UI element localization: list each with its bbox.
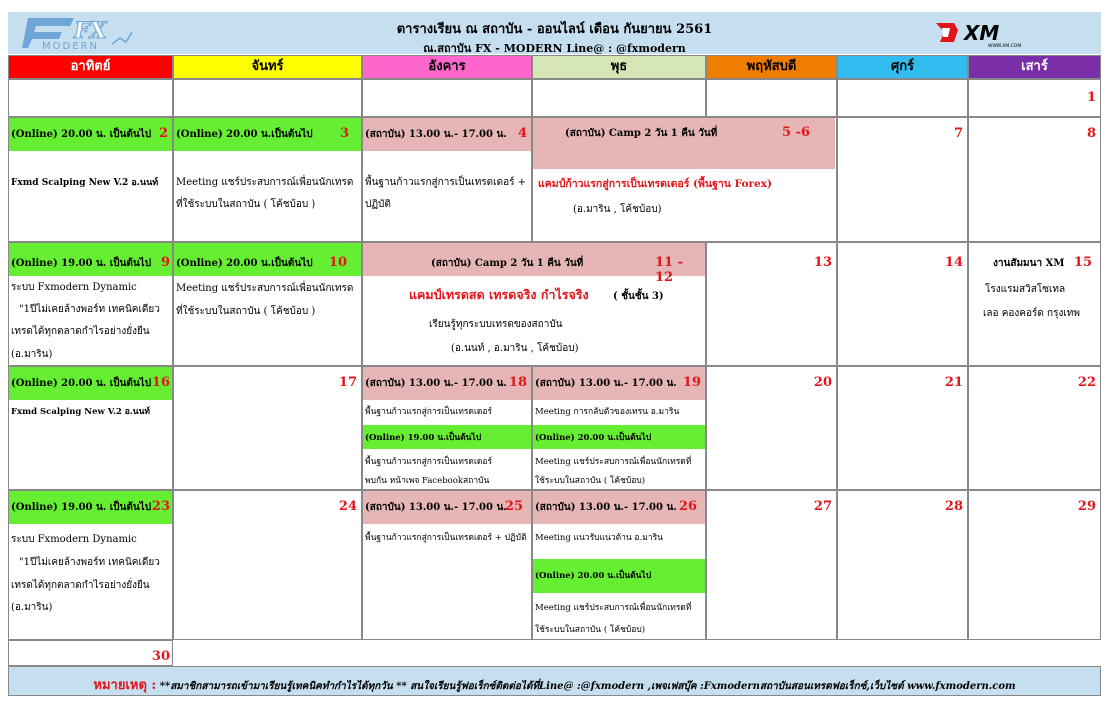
- session-band-camp: [533, 118, 706, 169]
- calendar-cell-day-18: [362, 366, 532, 490]
- session-instructor: (อ.มาริน): [11, 349, 53, 360]
- day-number: 26: [678, 499, 697, 514]
- session-topic: พบกัน หน้าเพจ Facebookสถาบัน: [365, 476, 490, 486]
- footer-label: หมายเหตุ :: [93, 678, 157, 693]
- calendar-cell-empty: [8, 79, 173, 117]
- day-header-sunday: อาทิตย์: [8, 55, 173, 79]
- event-title: งานสัมมนา XM: [993, 258, 1065, 269]
- day-number: 9: [160, 255, 170, 270]
- day-number: 10: [328, 255, 347, 270]
- calendar-cell-day-10: [173, 242, 362, 366]
- svg-text:MODERN: MODERN: [42, 41, 99, 52]
- session-topic: Meeting แชร์ประสบการณ์เพื่อนนักเทรด: [176, 177, 354, 188]
- camp-title: (สถาบัน) Camp 2 วัน 1 คืน วันที่: [565, 128, 718, 139]
- day-number: 16: [151, 375, 170, 390]
- session-topic: ปฏิบัติ: [365, 199, 391, 210]
- calendar-cell-day-9: [8, 242, 173, 366]
- session-topic: Meeting แชร์ประสบการณ์เพื่อนนักเทรดที่: [535, 457, 692, 467]
- day-number: 18: [508, 375, 527, 390]
- calendar-cell-day-21: [837, 366, 968, 490]
- camp-title: (สถาบัน) Camp 2 วัน 1 คืน วันที่: [431, 258, 584, 269]
- day-number: 22: [1077, 375, 1096, 390]
- session-time: (Online) 20.00 น.เป็นต้นไป: [535, 571, 652, 581]
- calendar-cell-day-22: [968, 366, 1101, 490]
- session-topic: Meeting แชร์ประสบการณ์เพื่อนนักเทรดที่: [535, 603, 692, 613]
- calendar-cell-day-25: [362, 490, 532, 640]
- calendar-cell-day-26: [532, 490, 706, 640]
- event-venue: เลอ คองคอร์ด กรุงเทพ: [983, 308, 1080, 319]
- day-number: 11 - 12: [655, 255, 684, 285]
- day-number: 29: [1077, 499, 1096, 514]
- header-banner: [8, 12, 1101, 54]
- calendar-cell-day-3: [173, 117, 362, 242]
- calendar-cell-day-4: [362, 117, 532, 242]
- day-number: 5 -6: [782, 125, 811, 140]
- calendar-cell-day-24: [173, 490, 362, 640]
- calendar-cell-empty: [706, 79, 837, 117]
- session-topic: ใช้ระบบในสถาบัน ( โค้ชบ้อบ): [535, 476, 646, 486]
- calendar-cell-day-7: [837, 117, 968, 242]
- xm-logo: [934, 20, 1024, 48]
- footer-text: [9, 674, 1100, 695]
- day-number: 4: [517, 126, 527, 141]
- session-topic: ใช้ระบบในสถาบัน ( โค้ชบ้อบ): [535, 625, 646, 635]
- day-header-saturday: เสาร์: [968, 55, 1101, 79]
- day-number: 21: [944, 375, 963, 390]
- event-venue: โรงแรมสวิสโซเทล: [985, 284, 1066, 295]
- session-time: (Online) 20.00 น.เป็นต้นไป: [176, 258, 313, 269]
- calendar-cell-day-13: [706, 242, 837, 366]
- page-subtitle: ณ.สถาบัน FX - MODERN Line@ : @fxmodern: [423, 42, 686, 55]
- svg-text:XM: XM: [964, 21, 1000, 45]
- day-header-tuesday: อังคาร: [362, 55, 532, 79]
- calendar-cell-day-15: [968, 242, 1101, 366]
- session-time: (Online) 19.00 น.เป็นต้นไป: [365, 433, 482, 443]
- session-time: (Online) 19.00 น. เป็นต้นไป: [11, 258, 152, 269]
- session-time: (สถาบัน) 13.00 น.- 17.00 น.: [365, 129, 507, 140]
- day-number: 8: [1086, 126, 1096, 141]
- calendar-cell-day-17: [173, 366, 362, 490]
- session-time: (สถาบัน) 13.00 น.- 17.00 น.: [535, 378, 677, 389]
- day-number: 30: [151, 649, 170, 664]
- session-time: (Online) 20.00 น.เป็นต้นไป: [176, 129, 313, 140]
- calendar-cell-day-8: [968, 117, 1101, 242]
- session-topic: เทรดได้ทุกตลาดกำไรอย่างยั่งยืน: [11, 326, 150, 337]
- day-number: 13: [813, 255, 832, 270]
- session-topic: เทรดได้ทุกตลาดกำไรอย่างยั่งยืน: [11, 580, 150, 591]
- day-number: 14: [944, 255, 963, 270]
- session-topic: พื้นฐานก้าวแรกสู่การเป็นเทรดเดอร์ + ปฏิบัติ: [365, 533, 527, 543]
- session-topic: "1ปีไม่เคยล้างพอร์ท เทคนิคเดียว: [19, 304, 160, 315]
- session-topic: Fxmd Scalping New V.2 อ.นนท์: [11, 178, 159, 188]
- calendar-cell-empty: [173, 79, 362, 117]
- session-time: (สถาบัน) 13.00 น.- 17.00 น.: [365, 502, 507, 513]
- calendar-cell-empty: [532, 79, 706, 117]
- day-number: 27: [813, 499, 832, 514]
- session-time: (Online) 20.00 น. เป็นต้นไป: [11, 378, 152, 389]
- session-time: (สถาบัน) 13.00 น.- 17.00 น.: [365, 378, 507, 389]
- session-instructor: (อ.มาริน): [11, 602, 53, 613]
- calendar-cell-camp-11-12: [362, 242, 706, 366]
- calendar-cell-day-14: [837, 242, 968, 366]
- session-topic: ระบบ Fxmodern Dynamic: [11, 282, 137, 293]
- session-topic: ระบบ Fxmodern Dynamic: [11, 534, 137, 545]
- camp-instructors: (อ.มาริน , โค้ชบ้อบ): [573, 204, 662, 215]
- camp-topic: แคมป์ก้าวแรกสู่การเป็นเทรดเดอร์ (พื้นฐาน Forex): [538, 178, 772, 190]
- calendar-cell-day-30: [8, 640, 173, 666]
- day-number: 20: [813, 375, 832, 390]
- calendar-cell-day-1: [968, 79, 1101, 117]
- camp-topic: เรียนรู้ทุกระบบเทรดของสถาบัน: [429, 319, 563, 330]
- session-topic: Meeting การกลับตัวของเทรน อ.มาริน: [535, 407, 680, 417]
- footer-body: **สมาชิกสามารถเข้ามาเรียนรู้เทคนิคทำกำไรได้ทุกวัน ** สนใจเรียนรู้ฟอเร็กซ์ติดต่อได้ที่Line@ :@fxmodern ,เพจเฟสบุ๊ค :Fxmodernสถาบันสอนเทรดฟอเร็กซ์,เว็บไซต์ www.fxmodern.com: [159, 681, 1016, 692]
- calendar-cell-day-2: [8, 117, 173, 242]
- session-band-camp: [706, 118, 835, 169]
- day-number: 23: [151, 499, 170, 514]
- session-topic: พื้นฐานก้าวแรกสู่การเป็นเทรดเดอร์: [365, 407, 493, 417]
- session-time: (Online) 20.00 น.เป็นต้นไป: [535, 433, 652, 443]
- session-time: (Online) 20.00 น. เป็นต้นไป: [11, 129, 152, 140]
- day-number: 25: [504, 499, 523, 514]
- svg-text:FX: FX: [74, 18, 107, 44]
- day-number: 1: [1086, 90, 1096, 105]
- calendar-cell-day-27: [706, 490, 837, 640]
- svg-text:WWW.XM.COM: WWW.XM.COM: [988, 44, 1022, 48]
- day-number: 28: [944, 499, 963, 514]
- footer-note: [8, 666, 1101, 696]
- calendar-cell-day-20: [706, 366, 837, 490]
- calendar-cell-day-23: [8, 490, 173, 640]
- day-header-monday: จันทร์: [173, 55, 362, 79]
- session-topic: พื้นฐานก้าวแรกสู่การเป็นเทรดเดอร์ +: [365, 177, 527, 188]
- day-number: 19: [682, 375, 701, 390]
- calendar-cell-day-28: [837, 490, 968, 640]
- session-topic: ที่ใช้ระบบในสถาบัน ( โค้ชบ้อบ ): [176, 199, 316, 210]
- session-topic: Fxmd Scalping New V.2 อ.นนท์: [11, 407, 150, 417]
- calendar-cell-day-19: [532, 366, 706, 490]
- session-topic: "1ปีไม่เคยล้างพอร์ท เทคนิคเดียว: [19, 557, 160, 568]
- day-header-thursday: พฤหัสบดี: [706, 55, 837, 79]
- day-header-friday: ศุกร์: [837, 55, 968, 79]
- camp-note: ( ชั้นชั้น 3): [613, 291, 664, 302]
- day-header-wednesday: พุธ: [532, 55, 706, 79]
- day-number: 7: [953, 126, 963, 141]
- session-topic: ที่ใช้ระบบในสถาบัน ( โค้ชบ้อบ ): [176, 306, 316, 317]
- calendar-cell-empty: [837, 79, 968, 117]
- day-number: 2: [158, 126, 168, 141]
- day-number: 24: [338, 499, 357, 514]
- session-topic: Meeting แนวรับแนวต้าน อ.มาริน: [535, 533, 663, 543]
- day-number: 17: [338, 375, 357, 390]
- calendar-cell-day-16: [8, 366, 173, 490]
- camp-topic: แคมป์เทรดสด เทรดจริง กำไรจริง: [409, 287, 589, 302]
- camp-instructors: (อ.นนท์ , อ.มาริน , โค้ชบ้อบ): [451, 343, 579, 354]
- day-number: 15: [1073, 255, 1092, 270]
- session-topic: Meeting แชร์ประสบการณ์เพื่อนนักเทรด: [176, 283, 354, 294]
- page-title: ตารางเรียน ณ สถาบัน - ออนไลน์ เดือน กันยายน 2561: [396, 22, 713, 37]
- calendar-cell-empty: [362, 79, 532, 117]
- calendar-cell-day-29: [968, 490, 1101, 640]
- session-time: (สถาบัน) 13.00 น.- 17.00 น.: [535, 502, 677, 513]
- session-topic: พื้นฐานก้าวแรกสู่การเป็นเทรดเดอร์: [365, 457, 493, 467]
- day-number: 3: [339, 126, 349, 141]
- session-time: (Online) 19.00 น. เป็นต้นไป: [11, 502, 152, 513]
